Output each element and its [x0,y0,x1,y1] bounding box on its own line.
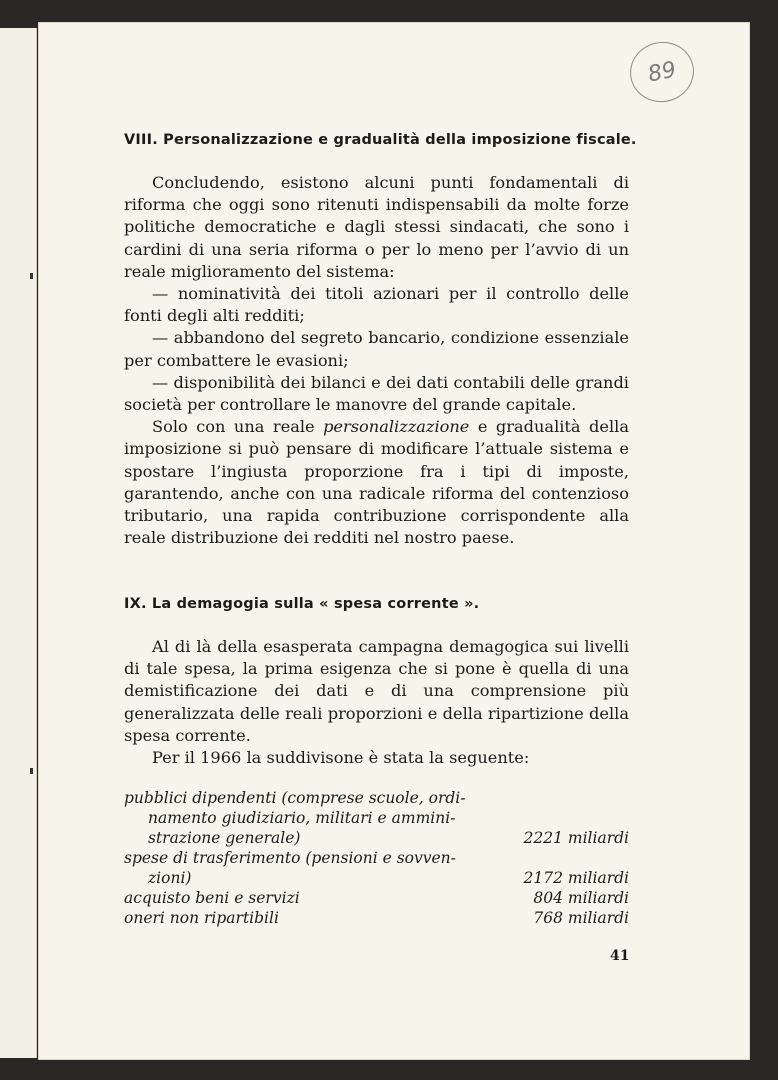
page-edge-mark [30,768,33,774]
bullet-segreto-bancario: — abbandono del segreto bancario, condizione essenziale per combattere le evasioni; [124,328,629,370]
spending-row-beni-servizi: acquisto beni e servizi 804 miliardi [124,889,629,907]
section-viii-paragraph-1: Concludendo, esistono alcuni punti fondamentali di riforma che oggi sono ritenuti indispensabili da molte forze politiche democratiche e dagli stessi sindacati, che sono i cardini di una seria riforma o per lo meno per l’avvio di un reale miglioramento del sistema: [124,173,629,281]
personalizzazione-emphasis: personalizzazione [323,417,470,437]
bullet-nominativita: — nominatività dei titoli azionari per il controllo delle fonti degli alti redditi; [124,284,629,326]
section-viii-paragraph-2: Solo con una reale personalizzazione e gradualità della imposizione si può pensare di modificare l’attuale sistema e spostare l’ingiusta proporzione fra i tipi di imposte, garantendo, anche con una radicale riforma del contenzioso tributario, una rapida contribuzione corrispondente alla reale distribuzione dei redditi nel nostro paese. [124,417,629,548]
section-ix-paragraph-1: Al di là della esasperata campagna demagogica sui livelli di tale spesa, la prima esigenza che si pone è quella di una demistificazione dei dati e di una comprensione più generalizzata delle reali proporzioni e della ripartizione della spesa corrente. [124,637,629,745]
spending-row-trasferimento: spese di trasferimento (pensioni e sovven- zioni) 2172 miliardi [124,849,629,887]
spending-amount: 768 miliardi [533,909,629,927]
handwritten-annotation: 89 [624,36,699,108]
section-viii-body [124,172,629,549]
section-viii-heading: VIII. Personalizzazione e gradualità della imposizione fiscale. [124,132,637,148]
section-ix-paragraph-2: Per il 1966 la suddivisone è stata la seguente: [152,748,530,768]
facing-page-edge [0,28,37,1058]
section-ix-body [124,636,629,769]
page-edge-mark [30,273,33,279]
spending-amount: 2172 miliardi [523,869,629,887]
spending-amount: 2221 miliardi [523,829,629,847]
spending-amount: 804 miliardi [533,889,629,907]
spending-breakdown-list [124,788,629,928]
spending-row-pubblici-dipendenti: pubblici dipendenti (comprese scuole, ordi- namento giudiziario, militari e ammini- strazione generale) 2221 miliardi [124,789,629,847]
bullet-bilanci: — disponibilità dei bilanci e dei dati contabili delle grandi società per controllare le manovre del grande capitale. [124,372,629,415]
document-page [38,22,750,1060]
spending-row-oneri: oneri non ripartibili 768 miliardi [124,909,629,927]
page-number: 41 [610,948,630,964]
section-ix-heading: IX. La demagogia sulla « spesa corrente ». [124,596,480,612]
